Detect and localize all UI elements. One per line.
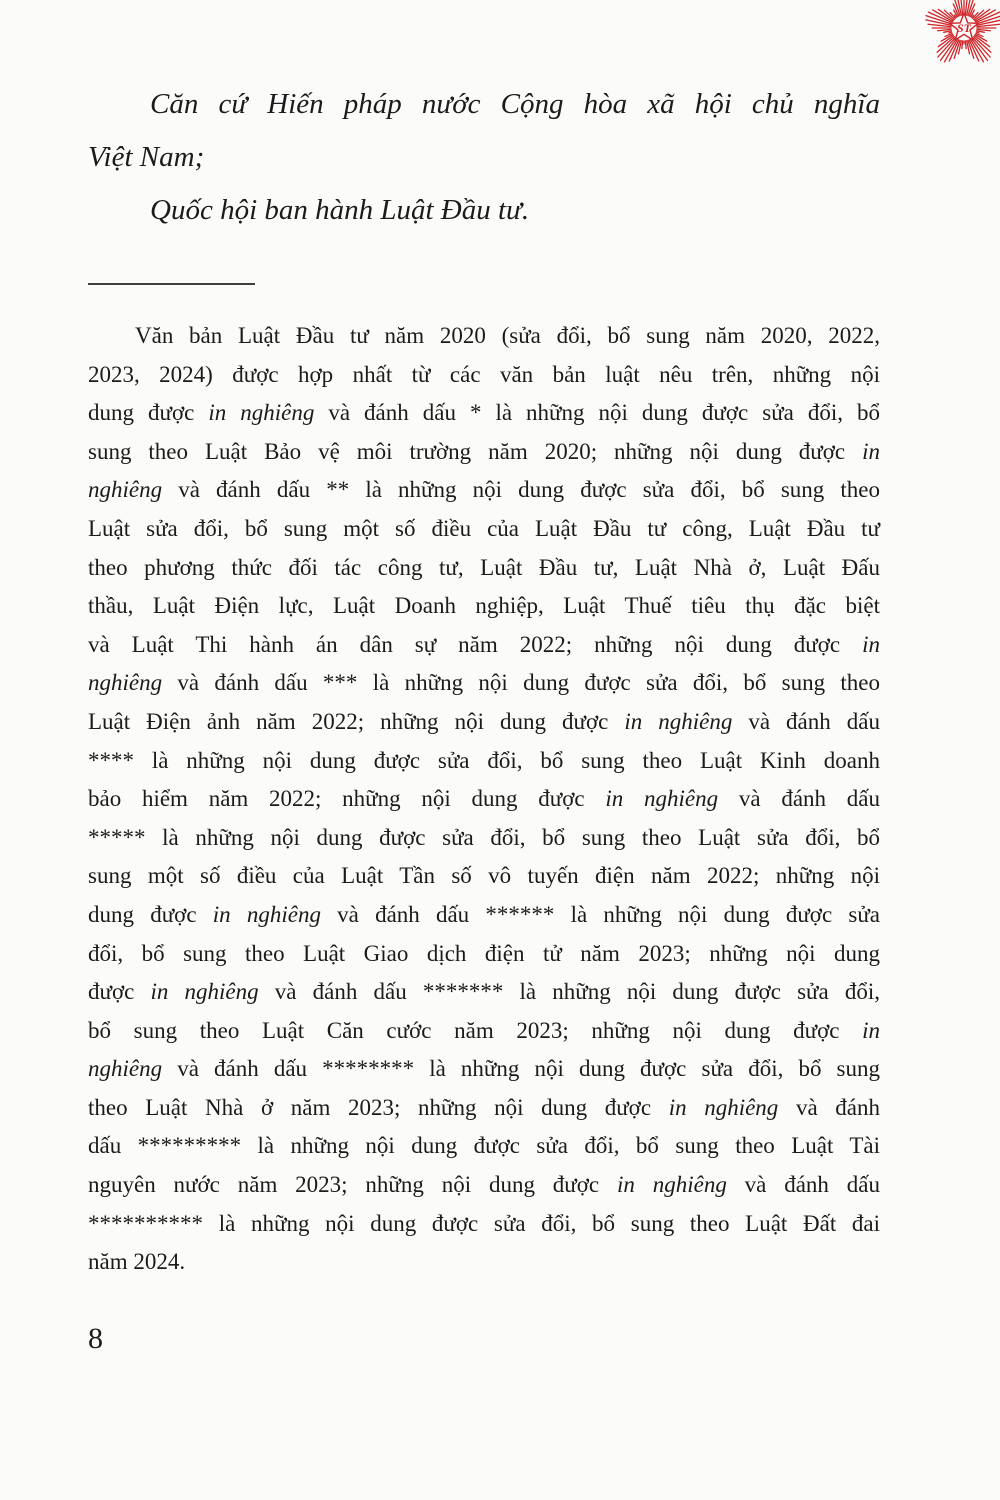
italic-text-segment: in nghiêng xyxy=(668,1094,779,1120)
text-segment: và đánh xyxy=(778,1094,880,1120)
text-line xyxy=(88,857,880,896)
text-line xyxy=(88,1050,880,1089)
text-segment: và đánh dấu ****** là những nội dung được sửa xyxy=(320,901,881,927)
italic-text-segment: in xyxy=(862,1017,880,1043)
text-segment: 2023, 2024) được hợp nhất từ các văn bản luật nêu trên, những nội xyxy=(88,361,880,387)
text-line xyxy=(88,935,880,974)
text-line xyxy=(88,819,880,858)
text-line xyxy=(88,742,880,781)
text-segment: dung được xyxy=(88,901,213,927)
text-line xyxy=(88,664,880,703)
text-segment: và đánh dấu ******* là những nội dung được sửa đổi, xyxy=(258,979,880,1005)
text-line xyxy=(88,896,880,935)
text-line xyxy=(88,780,880,819)
text-segment: và đánh dấu ** là những nội dung được sửa đổi, bổ sung theo xyxy=(162,477,880,503)
text-segment: Căn cứ Hiến pháp nước Cộng hòa xã hội chủ nghĩa xyxy=(150,88,880,120)
text-line xyxy=(88,1166,880,1205)
page-number: 8 xyxy=(88,1322,103,1355)
section-separator-rule xyxy=(88,283,255,285)
text-line xyxy=(88,131,880,184)
text-segment: nguyên nước năm 2023; những nội dung được xyxy=(88,1172,617,1198)
text-line xyxy=(88,1243,880,1282)
italic-text-segment: in nghiêng xyxy=(624,708,733,734)
italic-text-segment: in nghiêng xyxy=(605,786,719,812)
text-segment: ***** là những nội dung được sửa đổi, bổ sung theo Luật sửa đổi, bổ xyxy=(88,824,880,850)
text-segment: ********** là những nội dung được sửa đổi, bổ sung theo Luật Đất đai xyxy=(88,1210,880,1236)
text-line xyxy=(88,78,880,131)
text-line xyxy=(88,433,880,472)
text-segment: bảo hiểm năm 2022; những nội dung được xyxy=(88,786,606,812)
text-line xyxy=(88,356,880,395)
text-segment: Quốc hội ban hành Luật Đầu tư. xyxy=(150,194,530,226)
text-segment: và đánh dấu * là những nội dung được sửa đổi, bổ xyxy=(314,400,881,426)
text-segment: theo Luật Nhà ở năm 2023; những nội dung được xyxy=(88,1094,669,1120)
italic-text-segment: in xyxy=(862,438,880,464)
text-line xyxy=(88,1012,880,1051)
italic-text-segment: nghiêng xyxy=(88,477,163,503)
text-line xyxy=(88,626,880,665)
text-segment: được xyxy=(88,979,151,1005)
text-segment: đổi, bổ sung theo Luật Giao dịch điện tử năm 2023; những nội dung xyxy=(88,940,880,966)
text-line xyxy=(88,471,880,510)
italic-text-segment: nghiêng xyxy=(88,1056,163,1082)
text-segment: sung một số điều của Luật Tần số vô tuyến điện năm 2022; những nội xyxy=(88,863,880,889)
page-content xyxy=(88,78,880,1282)
text-segment: và đánh dấu ******** là những nội dung được sửa đổi, bổ sung xyxy=(162,1056,880,1082)
text-line xyxy=(88,1089,880,1128)
text-segment: Luật Điện ảnh năm 2022; những nội dung được xyxy=(88,708,625,734)
text-line xyxy=(88,973,880,1012)
italic-text-segment: in xyxy=(862,631,880,657)
text-segment: năm 2024. xyxy=(88,1249,186,1275)
text-segment: và đánh dấu xyxy=(732,708,880,734)
publisher-star-emblem-icon xyxy=(922,0,1000,70)
text-segment: thầu, Luật Điện lực, Luật Doanh nghiệp, Luật Thuế tiêu thụ đặc biệt xyxy=(88,593,880,619)
text-line xyxy=(88,184,880,237)
text-segment: bổ sung theo Luật Căn cước năm 2023; những nội dung được xyxy=(88,1017,863,1043)
text-segment: và đánh dấu xyxy=(726,1172,880,1198)
italic-text-segment: in nghiêng xyxy=(212,901,321,927)
text-line xyxy=(88,317,880,356)
text-line xyxy=(88,394,880,433)
body-paragraph xyxy=(88,317,880,1282)
text-segment: và đánh dấu xyxy=(718,786,880,812)
text-line xyxy=(88,1127,880,1166)
text-segment: và đánh dấu *** là những nội dung được sửa đổi, bổ sung theo xyxy=(162,670,880,696)
text-segment: Văn bản Luật Đầu tư năm 2020 (sửa đổi, bổ sung năm 2020, 2022, xyxy=(135,323,880,348)
text-segment: sung theo Luật Bảo vệ môi trường năm 2020; những nội dung được xyxy=(88,438,863,464)
text-line xyxy=(88,1205,880,1244)
text-segment: dấu ********* là những nội dung được sửa đổi, bổ sung theo Luật Tài xyxy=(88,1133,880,1159)
text-line xyxy=(88,587,880,626)
text-segment: Việt Nam; xyxy=(88,141,205,173)
text-line xyxy=(88,510,880,549)
text-segment: Luật sửa đổi, bổ sung một số điều của Luật Đầu tư công, Luật Đầu tư xyxy=(88,515,880,541)
text-segment: dung được xyxy=(88,400,209,426)
italic-text-segment: in nghiêng xyxy=(150,979,259,1005)
text-segment: theo phương thức đối tác công tư, Luật Đầu tư, Luật Nhà ở, Luật Đấu xyxy=(88,554,880,580)
text-segment: và Luật Thi hành án dân sự năm 2022; những nội dung được xyxy=(88,631,863,657)
text-line xyxy=(88,703,880,742)
italic-text-segment: in nghiêng xyxy=(616,1172,727,1198)
text-line xyxy=(88,549,880,588)
italic-text-segment: in nghiêng xyxy=(208,400,315,426)
svg-text:ST: ST xyxy=(956,21,972,35)
preamble xyxy=(88,78,880,237)
text-segment: **** là những nội dung được sửa đổi, bổ sung theo Luật Kinh doanh xyxy=(88,747,880,773)
italic-text-segment: nghiêng xyxy=(88,670,163,696)
